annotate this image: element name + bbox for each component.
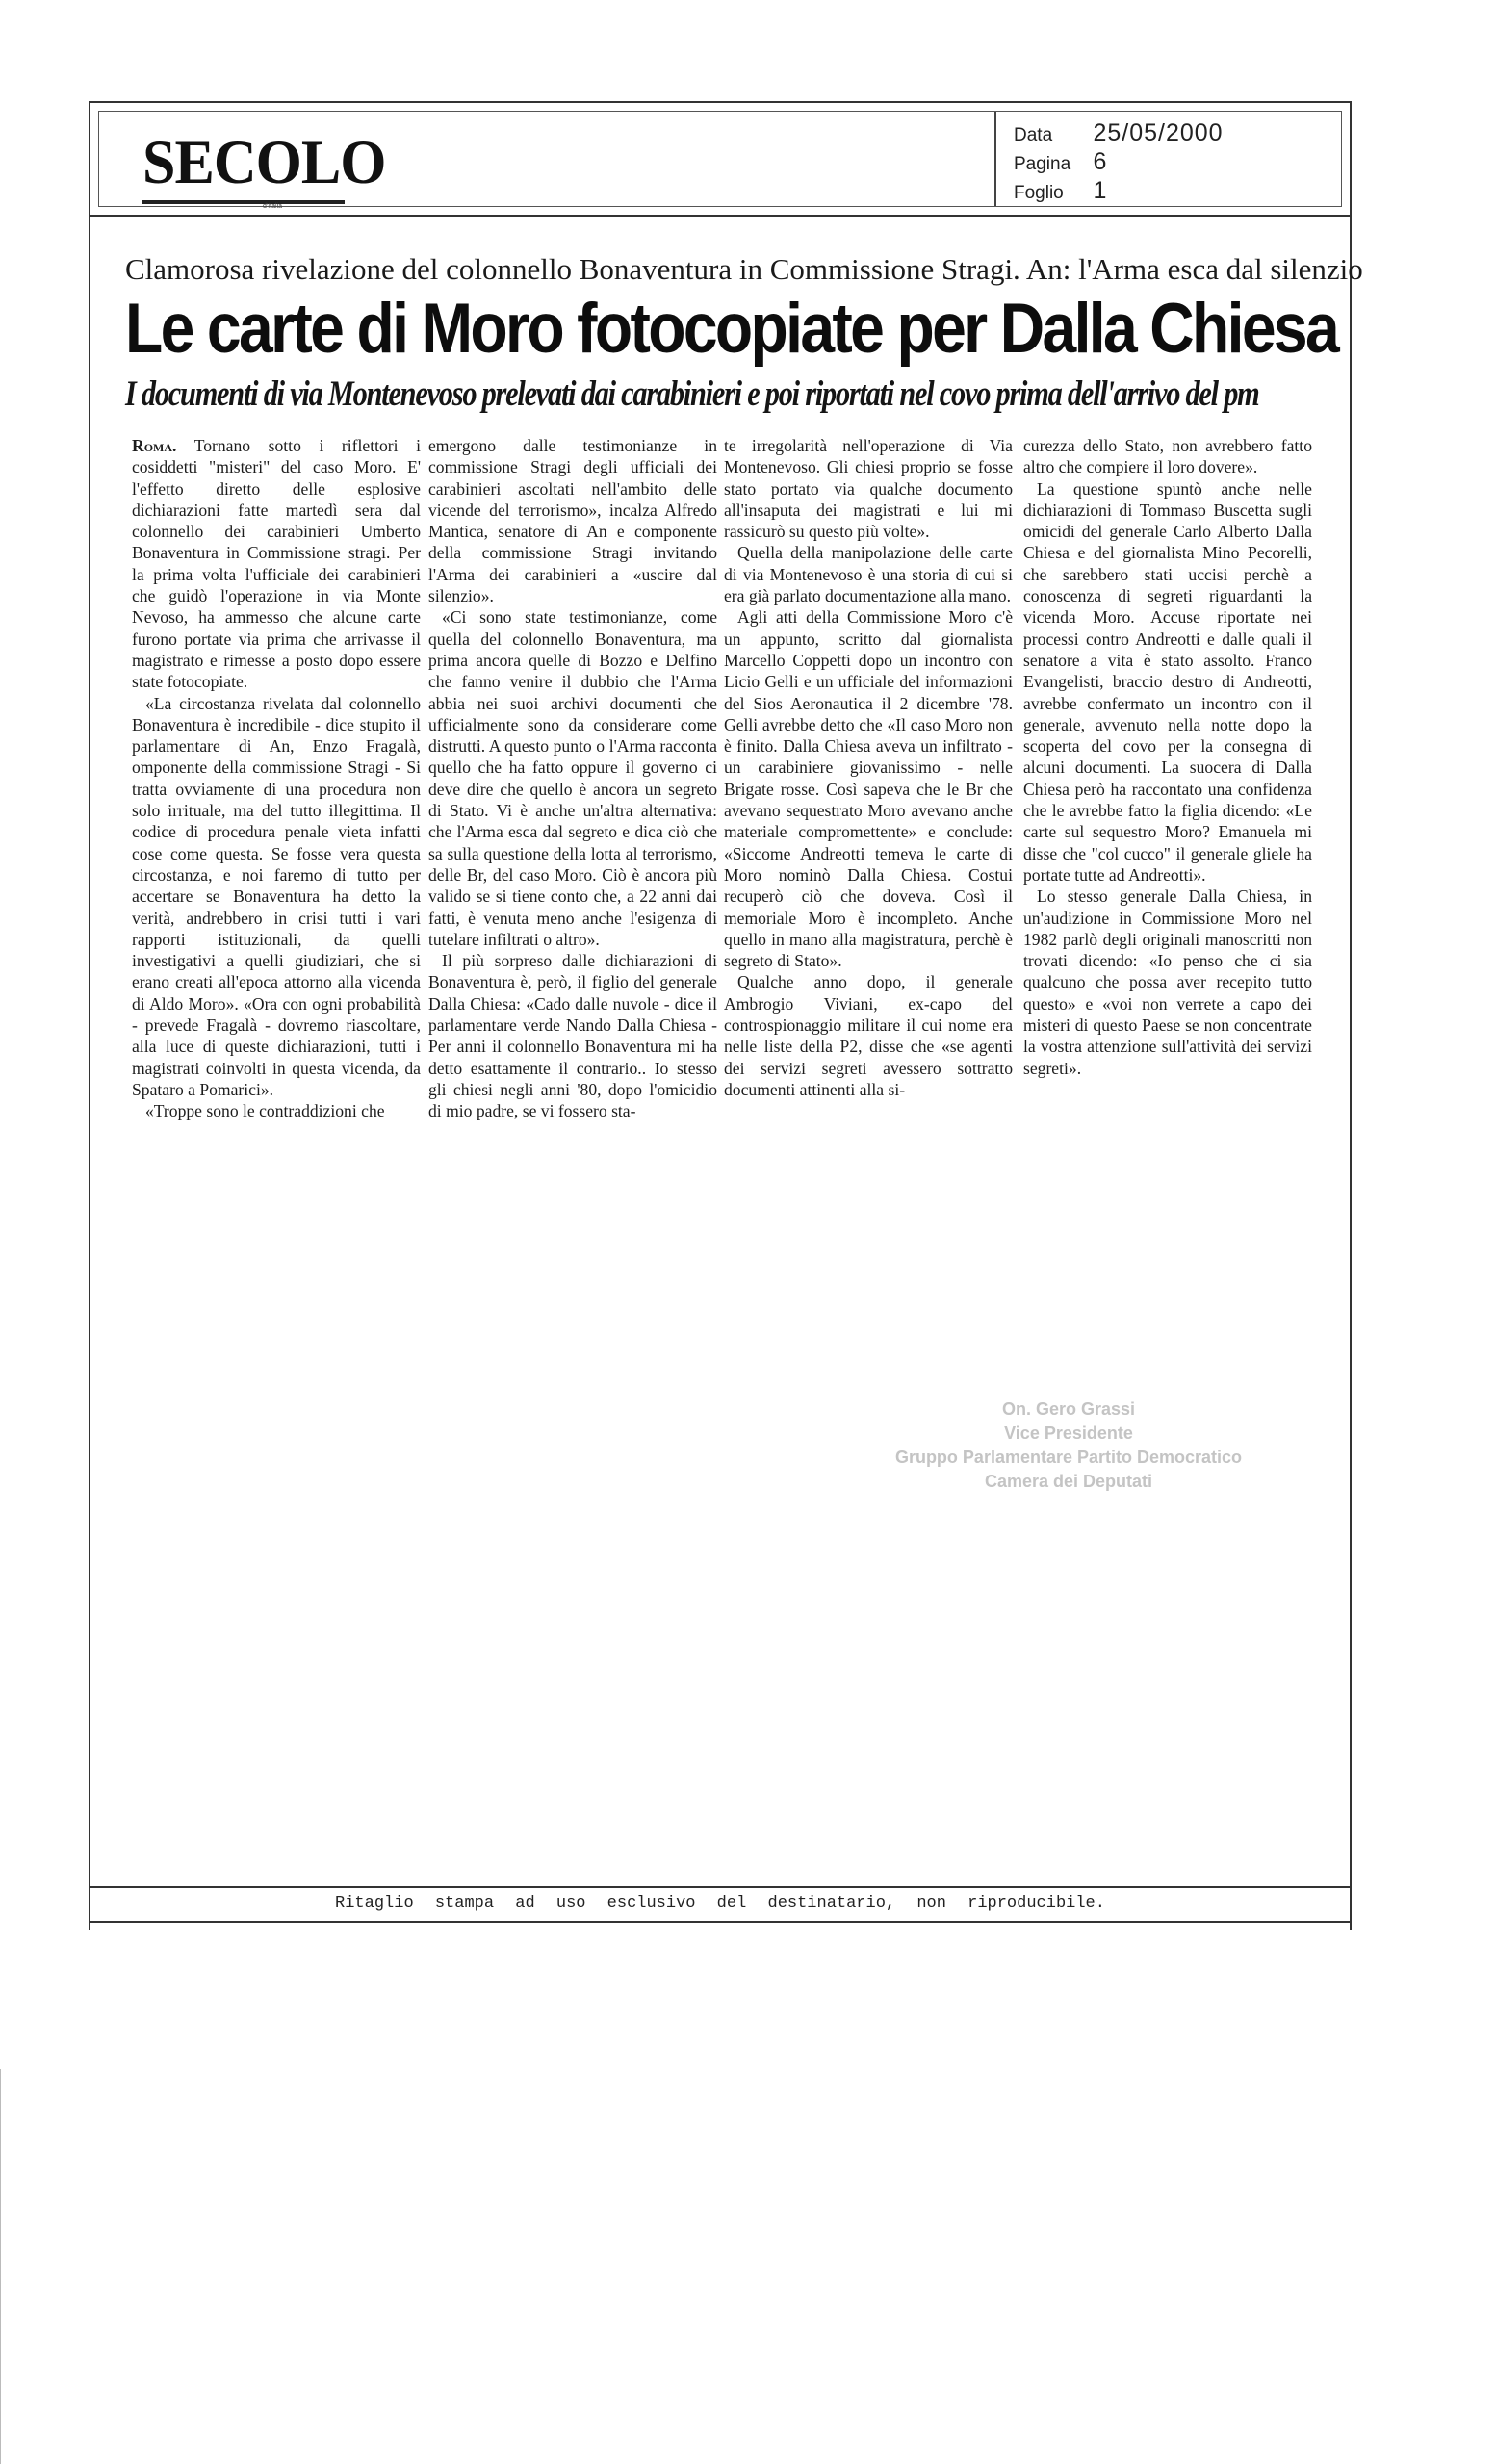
paragraph: Qualche anno dopo, il generale Ambrogio Viviani, ex-capo del controspionaggio militare il cui nome era nelle liste della P2, disse che «se agenti dei servizi segreti avessero sottratto documenti attinenti alla si- (724, 972, 1013, 1099)
paragraph: Agli atti della Commissione Moro c'è un appunto, scritto dal giornalista Marcello Coppetti dopo un incontro con Licio Gelli e un ufficiale del informazioni del Sios Aeronautica il 2 dicembre '78. Gelli avrebbe detto che «Il caso Moro non è finito. Dalla Chiesa aveva un infiltrato - un carabiniere giovanissimo - nelle Brigate rosse. Così sapeva che le Br che avevano sequestrato Moro avevano anche materiale compromettente» e conclude: «Siccome Andreotti temeva le carte di Moro nominò Dalla Chiesa. Costui recuperò ciò che doveva. Così il memoriale Moro è incompleto. Anche quello in mano alla magistratura, perchè è segreto di Stato». (724, 607, 1013, 971)
paragraph: emergono dalle testimonianze in commissione Stragi degli ufficiali dei carabinieri ascoltati nell'ambito delle vicende del terrorismo», incalza Alfredo Mantica, senatore di An e componente della commissione Stragi invitando l'Arma dei carabinieri a «uscire dal silenzio». (428, 436, 717, 606)
meta-page (1014, 148, 1107, 176)
faded-stamp (847, 1398, 1290, 1494)
article-column-1 (132, 435, 421, 1122)
stamp-line: Camera dei Deputati (984, 1472, 1153, 1491)
stamp-line: Gruppo Parlamentare Partito Democratico (894, 1448, 1243, 1467)
paragraph: «Ci sono state testimonianze, come quella del colonnello Bonaventura, ma prima ancora quelle di Bozzo e Delfino che fanno venire il dubbio che l'Arma abbia nei suoi archivi documenti che ufficialmente sono da considerare come distrutti. A questo punto o l'Arma racconta quello che ha fatto oppure il governo ci deve dire che quello è ancora un segreto di Stato. Vi è anche un'altra alternativa: che l'Arma esca dal segreto e dica ciò che sa sulla questione della lotta al terrorismo, delle Br, del caso Moro. Ciò è ancora più valido se si tiene conto che, a 22 anni dai fatti, è venuta meno anche l'esigenza di tutelare infiltrati o altro». (428, 607, 717, 949)
paragraph: La questione spuntò anche nelle dichiarazioni di Tommaso Buscetta sugli omicidi del generale Carlo Alberto Dalla Chiesa e del giornalista Mino Pecorelli, che sarebbero stati uccisi perchè a conoscenza di segreti riguardanti la vicenda Moro. Accuse riportate nei processi contro Andreotti e dalle quali il senatore a vita è stato assolto. Franco Evangelisti, braccio destro di Andreotti, avrebbe confermato un incontro con il generale, avvenuto nella notte dopo la scoperta del covo per la consegna di alcuni documenti. La suocera di Dalla Chiesa però ha raccontato una confidenza che le avrebbe fatto la figlia dicendo: «Le carte sul sequestro Moro? Emanuela mi disse che "col cucco" il generale gliele ha portate tutte ad Andreotti». (1023, 478, 1312, 885)
article-column-3 (724, 435, 1013, 1100)
footer-disclaimer: Ritaglio stampa ad uso esclusivo del destinatario, non riproducibile. (335, 1894, 1105, 1912)
meta-sheet (1014, 177, 1107, 205)
paragraph: curezza dello Stato, non avrebbero fatto altro che compiere il loro dovere». (1023, 436, 1312, 477)
article-kicker: Clamorosa rivelazione del colonnello Bonaventura in Commissione Stragi. An: l'Arma esca dal silenzio (125, 252, 1363, 286)
paragraph: «La circostanza rivelata dal colonnello Bonaventura è incredibile - dice stupito il parlamentare di An, Enzo Fragalà, omponente della commissione Stragi - Si tratta ovviamente di una procedura non solo irrituale, ma del tutto illegittima. Il codice di procedura penale vieta infatti cose come questa. Se fosse vera questa circostanza, e noi faremo di tutto per accertare se Bonaventura ha detto la verità, andrebbero in crisi tutti i vari rapporti istituzionali, da quelli investigativi a quelli giudiziari, che si erano creati all'epoca attorno alla vicenda di Aldo Moro». «Ora con ogni probabilità - prevede Fragalà - dovremo riascoltare, alla luce di queste dichiarazioni, tutti i magistrati coinvolti in questa vicenda, da Spataro a Pomarici». (132, 693, 421, 1099)
header-divider (994, 112, 996, 206)
stamp-line: On. Gero Grassi (1001, 1399, 1136, 1419)
meta-date-label: Data (1014, 125, 1053, 145)
masthead-underline (142, 200, 345, 204)
masthead-logo: SECOLO (142, 128, 386, 197)
paragraph: te irregolarità nell'operazione di Via Montenevoso. Gli chiesi proprio se fosse stato portato via qualche documento all'insaputa dei magistrati e lui mi rassicurò su questo più volte». (724, 436, 1013, 542)
masthead-subtitle: d'Italia (263, 203, 283, 210)
scan-edge-line (0, 2069, 1, 2464)
meta-date-value: 25/05/2000 (1093, 119, 1224, 146)
dateline: Roma. (132, 436, 177, 455)
paragraph: Lo stesso generale Dalla Chiesa, in un'audizione in Commissione Moro nel 1982 parlò degli originali manoscritti non trovati dicendo: «Io penso che ci sia qualcuno che possa aver recepito tutto questo» e «voi non verrete a capo dei misteri di questo Paese se non concentrate la vostra attenzione sull'attività dei servizi segreti». (1023, 886, 1312, 1078)
meta-page-label: Pagina (1014, 154, 1071, 174)
meta-date (1014, 119, 1224, 147)
header-inner-frame (98, 111, 1342, 210)
meta-sheet-label: Foglio (1014, 183, 1064, 203)
article-column-2 (428, 435, 717, 1122)
article-column-4 (1023, 435, 1312, 1079)
stamp-line: Vice Presidente (1004, 1424, 1133, 1443)
meta-sheet-value: 1 (1093, 177, 1108, 204)
paragraph: Quella della manipolazione delle carte di via Montenevoso è una storia di cui si era già parlato documentazione alla mano. (724, 543, 1013, 606)
article-subhead: I documenti di via Montenevoso prelevati dai carabinieri e poi riportati nel covo prima dell'arrivo del pm (125, 374, 1259, 414)
footer-box (89, 1886, 1352, 1923)
paragraph: Il più sorpreso dalle dichiarazioni di Bonaventura è, però, il figlio del generale Dalla Chiesa: «Cado dalle nuvole - dice il parlamentare verde Nando Dalla Chiesa - Per anni il colonnello Bonaventura mi ha detto esattamente il contrario.. Io stesso gli chiesi negli anni '80, dopo l'omicidio di mio padre, se vi fossero sta- (428, 951, 717, 1121)
article-headline: Le carte di Moro fotocopiate per Dalla Chiesa (125, 290, 1338, 368)
paragraph: «Troppe sono le contraddizioni che (145, 1101, 385, 1121)
meta-page-value: 6 (1093, 148, 1108, 175)
header-box (89, 101, 1352, 217)
paragraph: Roma. Tornano sotto i riflettori i cosiddetti "misteri" del caso Moro. E' l'effetto diretto delle esplosive dichiarazioni fatte martedì sera dal colonnello dei carabinieri Umberto Bonaventura in Commissione stragi. Per la prima volta l'ufficiale dei carabinieri che guidò l'operazione in via Monte Nevoso, ha ammesso che alcune carte furono portate via prima che arrivasse il magistrato e rimesse a posto dopo essere state fotocopiate. (132, 436, 421, 692)
